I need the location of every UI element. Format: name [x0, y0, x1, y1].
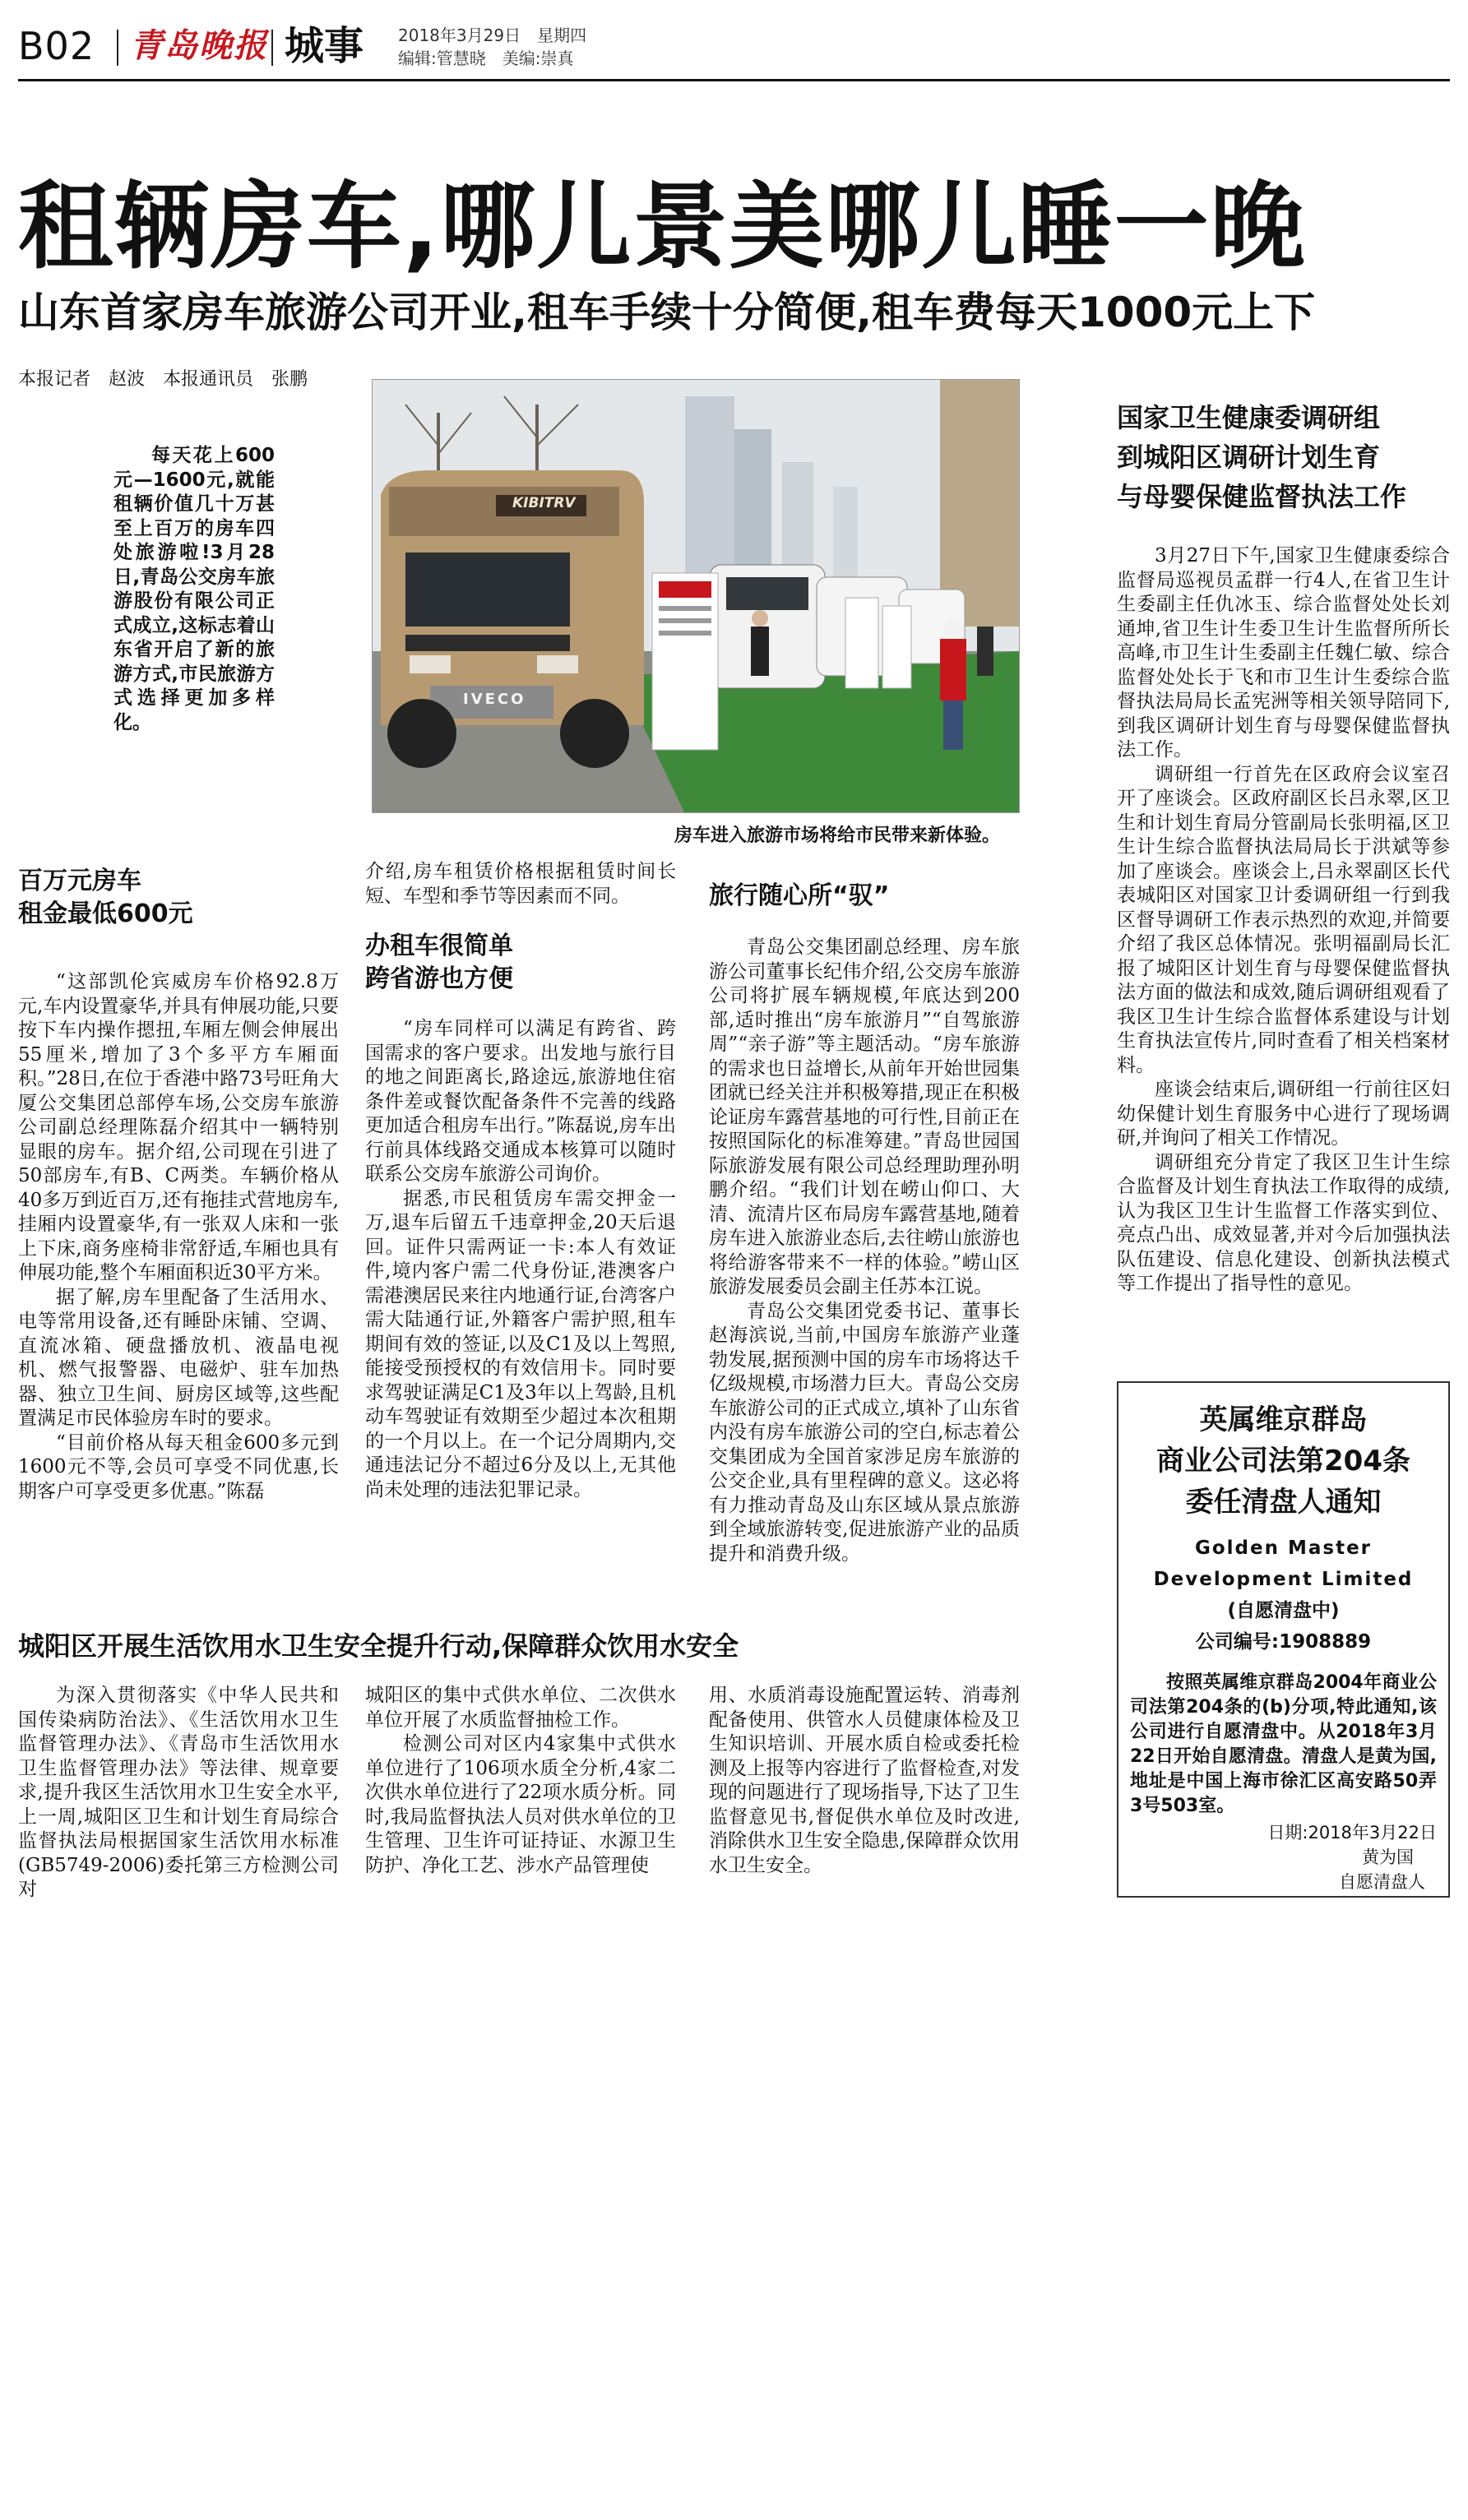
col2-top: 介绍,房车租赁价格根据租赁时间长短、车型和季节等因素而不同。: [365, 861, 676, 907]
section1-title-b: 租金最低600元: [18, 899, 193, 928]
article2-para-2: 调研组一行首先在区政府会议室召开了座谈会。区政府副区长吕永翠,区卫生和计划生育局分管副局长张明福,区卫生计生综合监督执法局局长于洪斌等参加了座谈会。座谈会上,吕永翠副区长代表城阳区对国家卫计委调研组一行到我区督导调研工作表示热烈的欢迎,并简要介绍了我区总体情况。张明福副局长汇报了城阳区计划生育与母婴保健监督执法方面的做法和成效,随后调研组观看了我区卫生计生综合监督体系建设与计划生育执法宣传片,同时查看了相关档案材料。: [1117, 763, 1450, 1076]
rv-brand-text: KIBITRV: [512, 495, 576, 511]
article1-col3: [709, 880, 1020, 1566]
issue-date: 2018年3月29日 星期四: [398, 25, 587, 45]
article3-col1: [18, 1684, 339, 1903]
rv-model-text: IVECO: [463, 691, 526, 708]
col1-para-2: 据了解,房车里配备了生活用水、电等常用设备,还有睡卧床铺、空调、直流冰箱、硬盘播放机、液晶电视机、燃气报警器、电磁炉、驻车加热器、独立卫生间、厨房区域等,这些配置满足市民体验房车时的要求。: [18, 1286, 339, 1429]
notice-company-en-l1: Golden Master: [1194, 1537, 1373, 1559]
col1-para-3: “目前价格从每天租金600多元到1600元不等,会员可享受不同优惠,长期客户可享受更多优惠。”陈磊: [18, 1431, 339, 1502]
page-number: B02: [18, 24, 95, 68]
article2-para-3: 座谈会结束后,调研组一行前往区妇幼保健计划生育服务中心进行了现场调研,并询问了相关工作情况。: [1117, 1079, 1450, 1149]
article2-para-4: 调研组充分肯定了我区卫生计生综合监督及计划生育执法工作取得的成绩,认为我区卫生计生监督工作落实到位、亮点凸出、成效显著,并对今后加强执法队伍建设、信息化建设、创新执法模式等工作提出了指导性的意见。: [1117, 1151, 1450, 1294]
article3-col2-para-1: 城阳区的集中式供水单位、二次供水单位开展了水质监督抽检工作。: [365, 1685, 676, 1731]
photo-caption: 房车进入旅游市场将给市民带来新体验。: [674, 825, 1001, 846]
section-name: 城事: [285, 23, 364, 69]
main-headline: 租辆房车,哪儿景美哪儿睡一晚: [18, 172, 1307, 282]
sub-headline: 山东首家房车旅游公司开业,租车手续十分简便,租车费每天1000元上下: [18, 289, 1316, 336]
article2-title-l2: 到城阳区调研计划生育: [1117, 442, 1381, 473]
article1-col2: [365, 860, 676, 1502]
lead-text: 每天花上600元—1600元,就能租辆价值几十万甚至上百万的房车四处旅游啦!3月28日,青岛公交房车旅游股份有限公司正式成立,这标志着山东省开启了新的旅游方式,市民旅游方式选择更加多样化。: [113, 445, 275, 733]
masthead-divider-1: [117, 30, 118, 66]
notice-company-en-l2: Development Limited: [1153, 1569, 1414, 1590]
masthead-rule: [18, 79, 1450, 81]
notice-date: 日期:2018年3月22日: [1267, 1823, 1437, 1843]
col2-para-2: 据悉,市民租赁房车需交押金一万,退车后留五千违章押金,20天后退回。证件只需两证一卡:本人有效证件,境内客户需二代身份证,港澳客户需港澳居民来往内地通行证,台湾客户需大陆通行证,外籍客户需护照,租车期间有效的签证,以及C1及以上驾照,能接受预授权的有效信用卡。同时要求驾驶证满足C1及3年以上驾龄,且机动车驾驶证有效期至少超过本次租期的一个月以上。在一个记分周期内,交通违法记分不超过6分及以上,无其他尚未处理的违法犯罪记录。: [365, 1187, 676, 1500]
lead-paragraph: [113, 444, 275, 735]
notice-company-no: 公司编号:1908889: [1195, 1631, 1372, 1653]
article3-col2: [365, 1684, 676, 1878]
article3-col3: [709, 1684, 1020, 1878]
editors-line: 编辑:管慧晓 美编:崇真: [398, 49, 574, 68]
article3-title: 城阳区开展生活饮用水卫生安全提升行动,保障群众饮用水安全: [18, 1630, 739, 1662]
notice-status: (自愿清盘中): [1227, 1600, 1340, 1621]
article2-title-l3: 与母婴保健监督执法工作: [1117, 481, 1407, 512]
rv-photo-graphic: [373, 380, 1020, 813]
article3-col3-text: 用、水质消毒设施配置运转、消毒剂配备使用、供管水人员健康体检及卫生知识培训、开展水质自检或委托检测及上报等内容进行了监督检查,对发现的问题进行了现场指导,下达了卫生监督意见书,督促供水单位及时改进,消除供水卫生安全隐患,保障群众饮用水卫生安全。: [709, 1685, 1020, 1876]
article1-col1: [18, 865, 339, 1504]
notice-title-l2: 商业公司法第204条: [1156, 1445, 1410, 1477]
section2-title-a: 办租车很简单: [365, 932, 513, 960]
article2-title-l1: 国家卫生健康委调研组: [1117, 402, 1381, 433]
section2-title-b: 跨省游也方便: [365, 964, 513, 993]
liquidation-notice: [1117, 1381, 1450, 1898]
masthead-divider-2: [271, 30, 273, 66]
col3-para-1: 青岛公交集团副总经理、房车旅游公司董事长纪伟介绍,公交房车旅游公司将扩展车辆规模,年底达到200部,适时推出“房车旅游月”“自驾旅游周”“亲子游”等主题活动。“房车旅游的需求也日益增长,从前年开始世园集团就已经关注并积极筹措,现正在积极论证房车露营基地的可行性,目前正在按照国际化的标准筹建。”青岛世园国际旅游发展有限公司总经理助理孙明鹏介绍。“我们计划在崂山仰口、大清、流清片区布局房车露营基地,随着房车进入旅游业态后,去往崂山旅游也将给游客带来不一样的体验。”崂山区旅游发展委员会副主任苏本江说。: [709, 936, 1020, 1297]
notice-title-l3: 委任清盘人通知: [1185, 1486, 1382, 1519]
article3-col1-text: 为深入贯彻落实《中华人民共和国传染病防治法》、《生活饮用水卫生监督管理办法》、《青岛市生活饮用水卫生监督管理办法》等法律、规章要求,提升我区生活饮用水卫生安全水平,上一周,城阳区卫生和计划生育局综合监督执法局根据国家生活饮用水标准(GB5749-2006)委托第三方检测公司对: [18, 1685, 339, 1900]
notice-title-l1: 英属维京群岛: [1199, 1403, 1368, 1436]
col3-para-2: 青岛公交集团党委书记、董事长赵海滨说,当前,中国房车旅游产业蓬勃发展,据预测中国的房车市场将达千亿级规模,市场潜力巨大。青岛公交房车旅游公司的正式成立,填补了山东省内没有房车旅游公司的空白,标志着公交集团成为全国首家涉足房车旅游的公交企业,具有里程碑的意义。这必将有力推动青岛及山东区域从景点旅游到全域旅游转变,促进旅游产业的品质提升和消费升级。: [709, 1300, 1020, 1565]
col1-para-1: “这部凯伦宾威房车价格92.8万元,车内设置豪华,并具有伸展功能,只要按下车内操作摁扭,车厢左侧会伸展出55厘米,增加了3个多平方车厢面积。”28日,在位于香港中路73号旺角大厦公交集团总部停车场,公交房车旅游公司副总经理陈磊介绍其中一辆特别显眼的房车。据介绍,公司现在引进了50部房车,有B、C两类。车辆价格从40多万到近百万,还有拖挂式营地房车,挂厢内设置豪华,有一张双人床和一张上下床,商务座椅非常舒适,车厢也具有伸展功能,整个车厢面积近30平方米。: [18, 971, 339, 1283]
notice-liquidator: 黄为国: [1362, 1847, 1414, 1867]
section3-title: 旅行随心所“驭”: [709, 881, 890, 910]
byline: 本报记者 赵波 本报通讯员 张鹏: [18, 369, 308, 390]
article2-para-1: 3月27日下午,国家卫生健康委综合监督局巡视员孟群一行4人,在省卫生计生委副主任仇冰玉、综合监督处处长刘通坤,省卫生计生委卫生计生监督所所长高峰,市卫生计生委副主任魏仁敏、综合监督处处长于飞和市卫生计生委综合监督执法局局长孟宪洲等相关领导陪同下,到我区调研计划生育与母婴保健监督执法工作。: [1117, 545, 1450, 761]
notice-liquidator-title: 自愿清盘人: [1339, 1872, 1425, 1892]
section1-title-a: 百万元房车: [18, 867, 141, 895]
article2: [1117, 398, 1450, 1297]
article3-col2-para-2: 检测公司对区内4家集中式供水单位进行了106项水质全分析,4家二次供水单位进行了22项水质分析。同时,我局监督执法人员对供水单位的卫生管理、卫生许可证持证、水源卫生防护、净化工艺、涉水产品管理使: [365, 1733, 676, 1876]
notice-body: 按照英属维京群岛2004年商业公司法第204条的(b)分项,特此通知,该公司进行自愿清盘中。从2018年3月22日开始自愿清盘。清盘人是黄为国,地址是中国上海市徐汇区高安路50弄3号503室。: [1130, 1672, 1437, 1816]
col2-para-1: “房车同样可以满足有跨省、跨国需求的客户要求。出发地与旅行目的地之间距离长,路途远,旅游地住宿条件差或餐饮配备条件不完善的线路更加适合租房车出行。”陈磊说,房车出行前具体线路交通成本核算可以随时联系公交房车旅游公司询价。: [365, 1018, 676, 1185]
paper-logo: 青岛晚报: [130, 26, 268, 65]
rv-photo: [372, 379, 1020, 813]
